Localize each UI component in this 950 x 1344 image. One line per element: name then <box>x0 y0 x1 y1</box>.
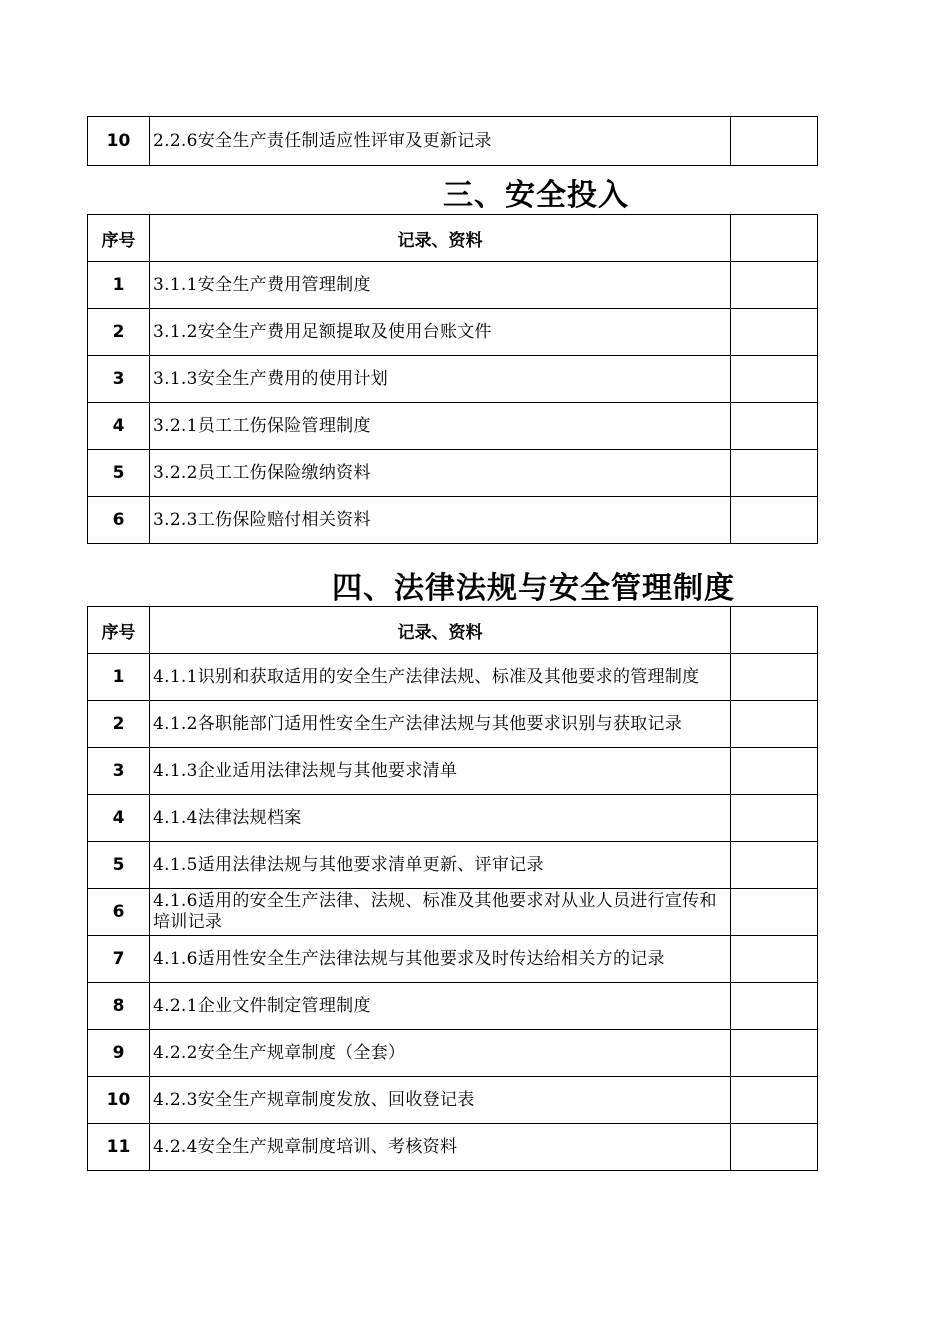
row-blank-cell <box>731 889 818 936</box>
row-number: 6 <box>88 889 150 936</box>
row-number: 4 <box>88 795 150 842</box>
row-blank-cell <box>731 1077 818 1124</box>
table-row <box>88 497 818 544</box>
row-blank-cell <box>731 497 818 544</box>
row-blank-cell <box>731 1124 818 1171</box>
row-record: 4.1.2各职能部门适用性安全生产法律法规与其他要求识别与获取记录 <box>150 701 731 748</box>
row-number: 6 <box>88 497 150 544</box>
table-row <box>88 356 818 403</box>
row-number: 4 <box>88 403 150 450</box>
section3-title: 三、安全投入 <box>443 178 629 213</box>
table-row <box>88 1077 818 1124</box>
row-number: 2 <box>88 309 150 356</box>
row-blank-cell <box>731 1030 818 1077</box>
table-row <box>88 983 818 1030</box>
carryover-table <box>87 116 818 166</box>
row-record: 3.1.1安全生产费用管理制度 <box>150 262 731 309</box>
row-number: 1 <box>88 654 150 701</box>
row-blank-cell <box>731 403 818 450</box>
row-blank-cell <box>731 842 818 889</box>
header-num: 序号 <box>88 215 150 262</box>
row-record: 3.2.1员工工伤保险管理制度 <box>150 403 731 450</box>
header-record: 记录、资料 <box>150 215 731 262</box>
row-blank-cell <box>731 356 818 403</box>
row-record: 4.1.1识别和获取适用的安全生产法律法规、标准及其他要求的管理制度 <box>150 654 731 701</box>
row-number: 10 <box>88 1077 150 1124</box>
table-row <box>88 889 818 936</box>
section3-table <box>87 214 818 544</box>
row-record: 3.2.3工伤保险赔付相关资料 <box>150 497 731 544</box>
row-record: 4.1.6适用的安全生产法律、法规、标准及其他要求对从业人员进行宣传和培训记录 <box>150 889 731 936</box>
row-record: 4.2.2安全生产规章制度（全套） <box>150 1030 731 1077</box>
table-row <box>88 654 818 701</box>
row-record: 2.2.6安全生产责任制适应性评审及更新记录 <box>150 117 731 166</box>
table-row <box>88 795 818 842</box>
table-header-row <box>88 215 818 262</box>
row-number: 7 <box>88 936 150 983</box>
table-row <box>88 403 818 450</box>
table-row <box>88 1124 818 1171</box>
row-number: 11 <box>88 1124 150 1171</box>
row-number: 9 <box>88 1030 150 1077</box>
row-blank-cell <box>731 795 818 842</box>
table-row <box>88 842 818 889</box>
header-record: 记录、资料 <box>150 607 731 654</box>
row-number: 1 <box>88 262 150 309</box>
row-blank-cell <box>731 936 818 983</box>
row-record: 3.2.2员工工伤保险缴纳资料 <box>150 450 731 497</box>
row-blank-cell <box>731 654 818 701</box>
table-row <box>88 936 818 983</box>
row-number: 3 <box>88 748 150 795</box>
table-row <box>88 309 818 356</box>
row-blank-cell <box>731 309 818 356</box>
row-record: 4.1.4法律法规档案 <box>150 795 731 842</box>
row-number: 2 <box>88 701 150 748</box>
table-header-row <box>88 607 818 654</box>
table-row <box>88 450 818 497</box>
row-number: 5 <box>88 450 150 497</box>
header-blank-cell <box>731 215 818 262</box>
table-row <box>88 701 818 748</box>
section4-table <box>87 606 818 1171</box>
table-row <box>88 117 818 166</box>
row-record: 4.2.1企业文件制定管理制度 <box>150 983 731 1030</box>
row-record: 3.1.3安全生产费用的使用计划 <box>150 356 731 403</box>
row-record: 4.2.4安全生产规章制度培训、考核资料 <box>150 1124 731 1171</box>
table-row <box>88 748 818 795</box>
row-blank-cell <box>731 117 818 166</box>
header-blank-cell <box>731 607 818 654</box>
row-blank-cell <box>731 450 818 497</box>
row-number: 5 <box>88 842 150 889</box>
table-row <box>88 1030 818 1077</box>
row-number: 10 <box>88 117 150 166</box>
row-blank-cell <box>731 983 818 1030</box>
row-number: 3 <box>88 356 150 403</box>
section4-title: 四、法律法规与安全管理制度 <box>332 571 735 606</box>
row-record: 4.1.6适用性安全生产法律法规与其他要求及时传达给相关方的记录 <box>150 936 731 983</box>
table-row <box>88 262 818 309</box>
header-num: 序号 <box>88 607 150 654</box>
row-record: 4.1.5适用法律法规与其他要求清单更新、评审记录 <box>150 842 731 889</box>
row-record: 3.1.2安全生产费用足额提取及使用台账文件 <box>150 309 731 356</box>
row-blank-cell <box>731 701 818 748</box>
row-record: 4.2.3安全生产规章制度发放、回收登记表 <box>150 1077 731 1124</box>
row-blank-cell <box>731 748 818 795</box>
row-number: 8 <box>88 983 150 1030</box>
row-record: 4.1.3企业适用法律法规与其他要求清单 <box>150 748 731 795</box>
row-blank-cell <box>731 262 818 309</box>
